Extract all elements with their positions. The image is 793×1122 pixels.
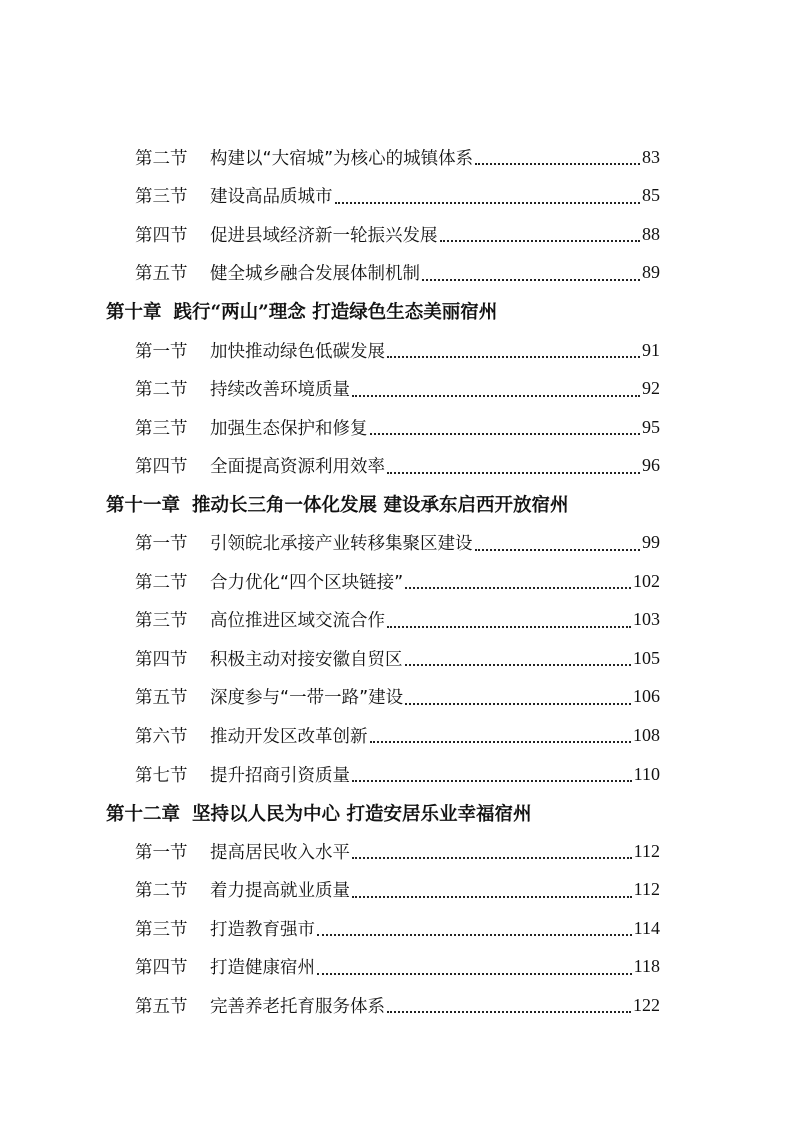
section-number: 第三节 [135,611,188,632]
section-title: 持续改善环境质量 [210,380,350,401]
page-number: 118 [633,956,660,977]
dot-leader [405,703,631,705]
chapter-title: 推动长三角一体化发展 建设承东启西开放宿州 [192,495,569,517]
page-number: 96 [642,455,660,476]
toc-section-entry [135,177,660,216]
dot-leader [387,472,640,474]
section-title: 积极主动对接安徽自贸区 [210,649,403,670]
chapter-title: 践行“两山”理念 打造绿色生态美丽宿州 [173,302,498,324]
page-number: 122 [633,994,660,1015]
toc-section-entry [135,870,660,909]
dot-leader [370,741,632,743]
table-of-contents [0,138,793,1025]
toc-section-entry [135,331,660,370]
section-number: 第二节 [135,148,188,169]
section-title: 着力提高就业质量 [210,881,350,902]
toc-section-entry [135,716,660,755]
page-number: 110 [633,763,660,784]
section-title: 引领皖北承接产业转移集聚区建设 [210,534,473,555]
dot-leader [317,973,632,975]
toc-section-entry [135,369,660,408]
section-title: 打造教育强市 [210,919,315,940]
page-number: 85 [642,185,660,206]
section-title: 构建以“大宿城”为核心的城镇体系 [210,148,474,169]
dot-leader [475,549,641,551]
page-number: 112 [633,879,660,900]
section-number: 第三节 [135,919,188,940]
section-title: 加快推动绿色低碳发展 [210,341,385,362]
section-number: 第五节 [135,688,188,709]
dot-leader [475,163,640,165]
toc-section-entry [135,254,660,293]
section-number: 第四节 [135,958,188,979]
page-number: 102 [633,570,660,591]
dot-leader [352,857,632,859]
page-number: 88 [642,223,660,244]
toc-section-entry [135,562,660,601]
page-number: 106 [633,686,660,707]
toc-section-entry [135,755,660,794]
section-title: 合力优化“四个区块链接” [210,572,404,593]
dot-leader [440,240,641,242]
page-number: 105 [633,647,660,668]
toc-section-entry [135,909,660,948]
dot-leader [387,356,640,358]
section-number: 第五节 [135,996,188,1017]
section-title: 加强生态保护和修复 [210,418,368,439]
page-number: 114 [633,917,660,938]
chapter-title: 坚持以人民为中心 打造安居乐业幸福宿州 [192,803,532,825]
page-number: 83 [642,146,660,167]
dot-leader [317,934,632,936]
dot-leader [370,433,641,435]
page-number: 95 [642,416,660,437]
toc-section-entry [135,138,660,177]
dot-leader [422,279,640,281]
toc-section-entry [135,408,660,447]
section-number: 第四节 [135,225,188,246]
toc-section-entry [135,446,660,485]
section-title: 完善养老托育服务体系 [210,996,385,1017]
section-title: 全面提高资源利用效率 [210,457,385,478]
toc-chapter-heading [106,485,666,524]
section-title: 提高居民收入水平 [210,842,350,863]
section-title: 提升招商引资质量 [210,765,350,786]
chapter-number: 第十一章 [106,495,181,517]
section-number: 第七节 [135,765,188,786]
section-number: 第六节 [135,726,188,747]
dot-leader [387,626,631,628]
section-number: 第二节 [135,572,188,593]
dot-leader [352,395,640,397]
page-number: 91 [642,339,660,360]
toc-section-entry [135,601,660,640]
section-title: 高位推进区域交流合作 [210,611,385,632]
toc-section-entry [135,947,660,986]
section-title: 打造健康宿州 [210,958,315,979]
section-title: 健全城乡融合发展体制机制 [210,264,420,285]
dot-leader [335,202,641,204]
toc-section-entry [135,678,660,717]
section-number: 第五节 [135,264,188,285]
page-number: 99 [642,532,660,553]
section-number: 第三节 [135,418,188,439]
dot-leader [405,664,632,666]
section-number: 第四节 [135,649,188,670]
section-title: 建设高品质城市 [210,187,333,208]
page-number: 108 [633,724,660,745]
chapter-number: 第十二章 [106,803,181,825]
section-number: 第二节 [135,380,188,401]
toc-section-entry [135,639,660,678]
section-number: 第一节 [135,842,188,863]
toc-section-entry [135,832,660,871]
section-title: 推动开发区改革创新 [210,726,368,747]
section-number: 第三节 [135,187,188,208]
toc-chapter-heading [106,292,666,331]
dot-leader [387,1011,631,1013]
page-number: 89 [642,262,660,283]
section-number: 第一节 [135,341,188,362]
page-number: 103 [633,609,660,630]
dot-leader [405,587,631,589]
dot-leader [352,780,632,782]
chapter-number: 第十章 [106,302,162,324]
section-title: 深度参与“一带一路”建设 [210,688,404,709]
toc-section-entry [135,215,660,254]
dot-leader [352,896,632,898]
toc-section-entry [135,986,660,1025]
toc-chapter-heading [106,793,666,832]
section-number: 第一节 [135,534,188,555]
page-number: 112 [633,840,660,861]
toc-section-entry [135,523,660,562]
page-number: 92 [642,378,660,399]
section-title: 促进县域经济新一轮振兴发展 [210,225,438,246]
section-number: 第二节 [135,881,188,902]
section-number: 第四节 [135,457,188,478]
